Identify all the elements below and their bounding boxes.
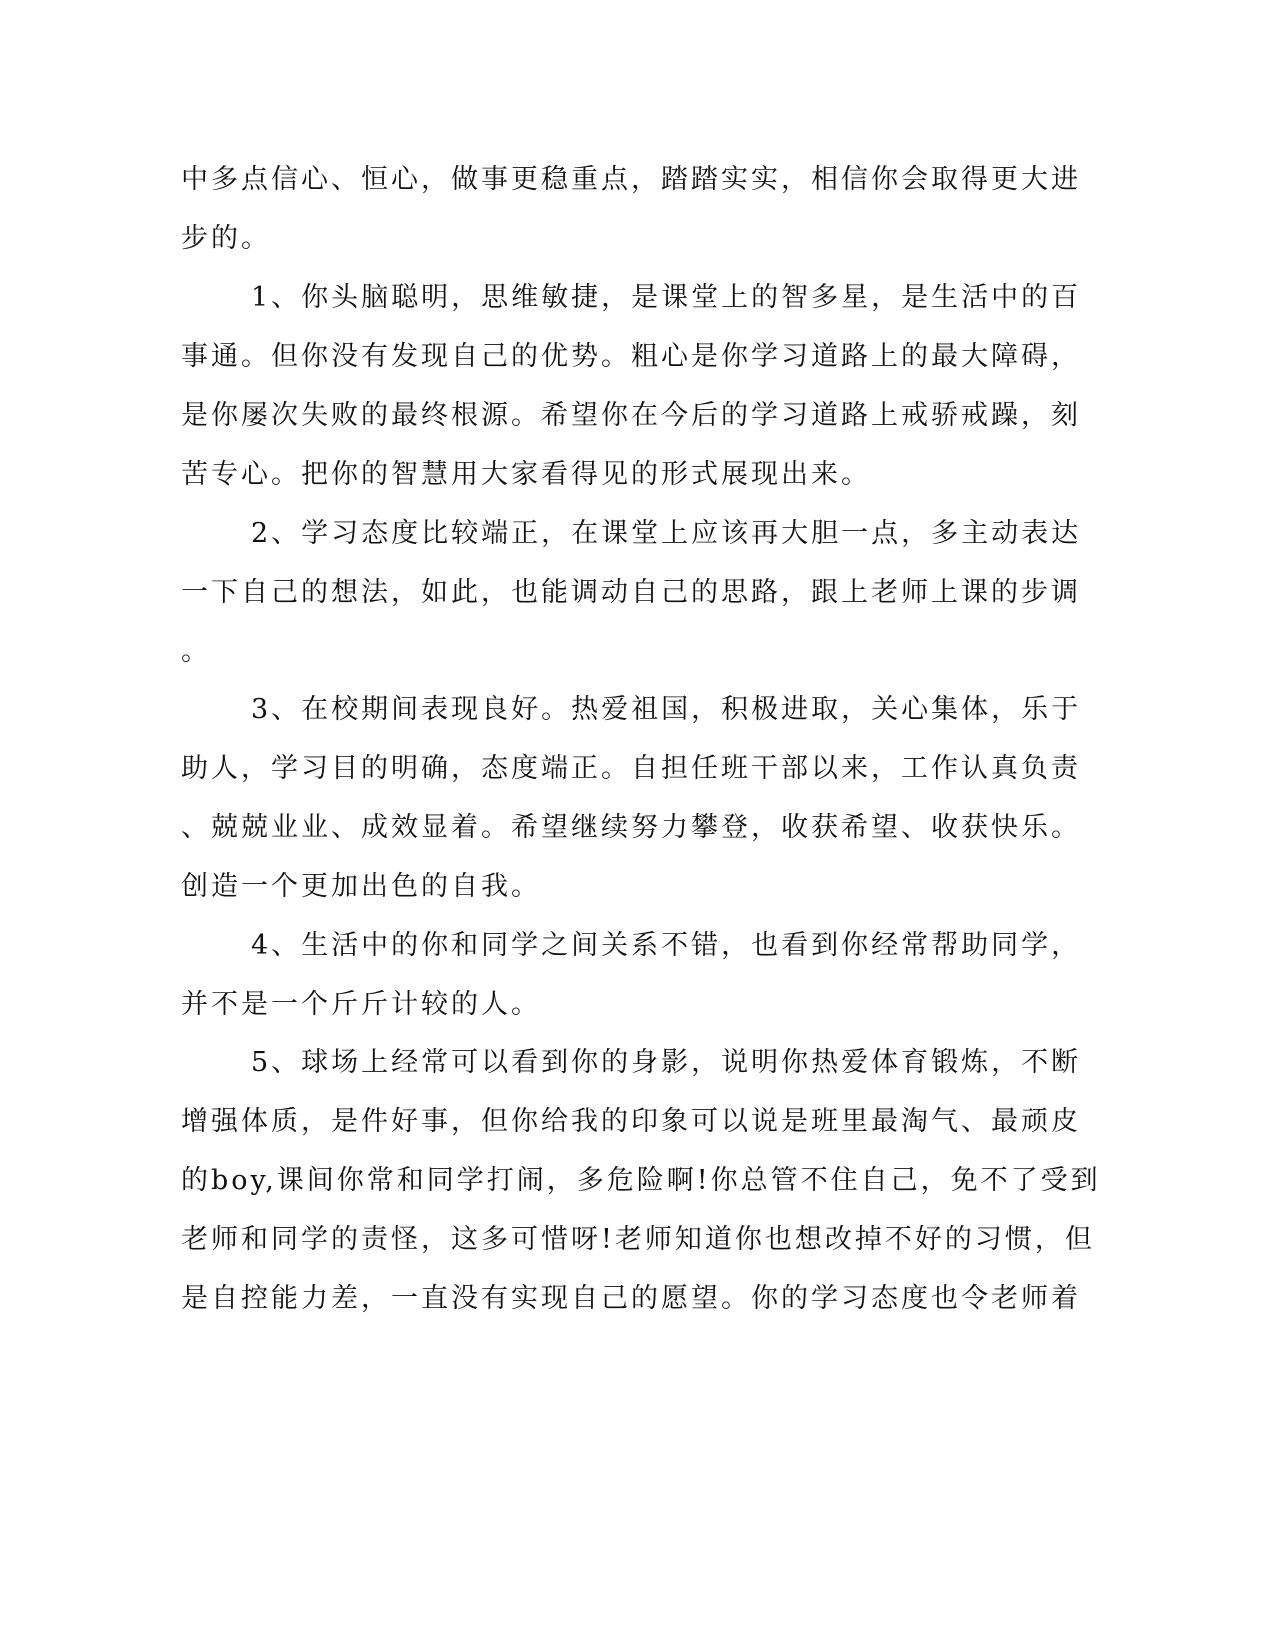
text-line: 一下自己的想法，如此，也能调动自己的思路，跟上老师上课的步调: [181, 577, 1081, 608]
text-line: 步的。: [181, 223, 271, 254]
text-line: 助人，学习目的明确，态度端正。自担任班干部以来，工作认真负责: [181, 753, 1081, 784]
text-line: 增强体质，是件好事，但你给我的印象可以说是班里最淘气、最顽皮: [181, 1106, 1081, 1137]
text-line: 并不是一个斤斤计较的人。: [181, 989, 541, 1020]
paragraph-3-start: 3、在校期间表现良好。热爱祖国，积极进取，关心集体，乐于: [251, 694, 1082, 725]
text-line: 事通。但你没有发现自己的优势。粗心是你学习道路上的最大障碍，: [181, 341, 1081, 372]
text-line: 、兢兢业业、成效显着。希望继续努力攀登，收获希望、收获快乐。: [181, 812, 1081, 843]
text-line: 。: [181, 636, 211, 667]
text-line: 老师和同学的责怪，这多可惜呀!老师知道你也想改掉不好的习惯，但: [181, 1224, 1095, 1255]
text-line: 是你屡次失败的最终根源。希望你在今后的学习道路上戒骄戒躁，刻: [181, 400, 1081, 431]
text-line: 中多点信心、恒心，做事更稳重点，踏踏实实，相信你会取得更大进: [181, 164, 1081, 195]
paragraph-1-start: 1、你头脑聪明，思维敏捷，是课堂上的智多星，是生活中的百: [251, 282, 1082, 313]
text-line: 的boy,课间你常和同学打闹，多危险啊!你总管不住自己，免不了受到: [181, 1165, 1101, 1196]
paragraph-2-start: 2、学习态度比较端正，在课堂上应该再大胆一点，多主动表达: [251, 518, 1082, 549]
text-line: 是自控能力差，一直没有实现自己的愿望。你的学习态度也令老师着: [181, 1283, 1081, 1314]
text-line: 苦专心。把你的智慧用大家看得见的形式展现出来。: [181, 459, 871, 490]
paragraph-4-start: 4、生活中的你和同学之间关系不错，也看到你经常帮助同学，: [251, 930, 1082, 961]
paragraph-5-start: 5、球场上经常可以看到你的身影，说明你热爱体育锻炼，不断: [251, 1047, 1082, 1078]
text-line: 创造一个更加出色的自我。: [181, 871, 541, 902]
